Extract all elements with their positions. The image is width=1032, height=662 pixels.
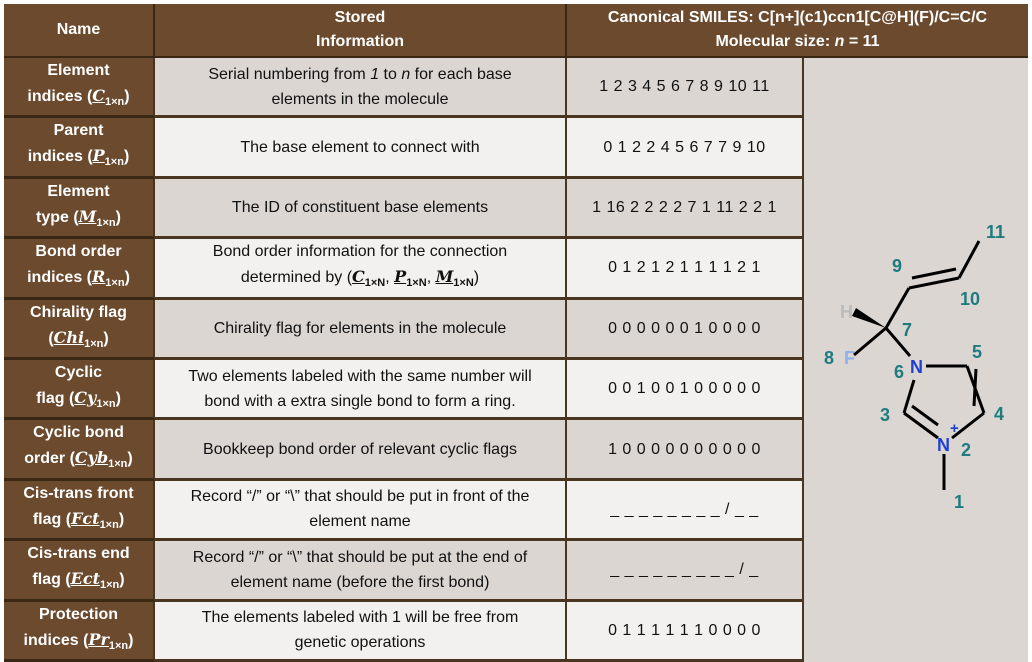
row-name: Parent indices $(P_{1\times n})$ — [4, 118, 155, 178]
header-stored-info: Stored Information — [155, 4, 567, 58]
row-value: 0 1 2 1 2 1 1 1 1 2 1 — [567, 239, 804, 299]
molecule-figure-cell — [804, 58, 1028, 662]
row-info: Serial numbering from 1 to n for each base elements in the molecule — [155, 58, 567, 118]
row-value: 0 1 1 1 1 1 1 0 0 0 0 — [567, 602, 804, 662]
row-value: 1 0 0 0 0 0 0 0 0 0 0 — [567, 420, 804, 480]
row-info: The base element to connect with — [155, 118, 567, 178]
row-name: Chirality flag (Chi$_{1\times n}$) — [4, 300, 155, 360]
molecule-structure — [804, 58, 1028, 654]
row-value: _ _ _ _ _ _ _ _ _ / _ — [567, 541, 804, 601]
atom-index-6: 6 — [894, 362, 905, 382]
bond-9-10-double — [912, 269, 956, 278]
atom-index-7: 7 — [902, 320, 913, 340]
atom-index-9: 9 — [892, 256, 903, 276]
row-info: Record “/” or “\” that should be put in front of the element name — [155, 481, 567, 541]
row-name: Element type $(M_{1\times n})$ — [4, 179, 155, 239]
bond-10-11 — [959, 241, 979, 278]
nitrogen-atom-6: N — [910, 357, 923, 377]
atom-index-8: 8 — [824, 348, 835, 368]
row-info: Bond order information for the connection determined by ($C_{1\times N}$, $P_{1\times N}$, $M_{1\times N}$) — [155, 239, 567, 299]
row-value: 0 0 1 0 0 1 0 0 0 0 0 — [567, 360, 804, 420]
header-name: Name — [4, 4, 155, 58]
atom-index-1: 1 — [954, 492, 965, 512]
row-info: Bookkeep bond order of relevant cyclic flags — [155, 420, 567, 480]
representation-table — [4, 4, 1028, 662]
bond-4-5-double — [974, 369, 976, 406]
molecule-table — [4, 4, 1028, 654]
row-name: Cyclic flag $(Cy_{1\times n})$ — [4, 360, 155, 420]
header-smiles — [567, 4, 1028, 58]
fluorine-atom: F — [844, 348, 855, 368]
positive-charge: + — [950, 420, 959, 437]
bond-9-10 — [909, 278, 959, 288]
row-name: Bond order indices $(R_{1\times n})$ — [4, 239, 155, 299]
atom-index-5: 5 — [972, 342, 983, 362]
row-name: Cyclic bond order (Cyb$_{1\times n}$) — [4, 420, 155, 480]
atom-index-2: 2 — [961, 440, 972, 460]
row-info: Chirality flag for elements in the molecule — [155, 300, 567, 360]
bond-2-3 — [904, 413, 938, 438]
row-info: The ID of constituent base elements — [155, 179, 567, 239]
row-name: Cis-trans end flag (Ect$_{1\times n}$) — [4, 541, 155, 601]
atom-index-11: 11 — [986, 222, 1006, 242]
bond-7-8 — [854, 328, 886, 355]
atom-index-4: 4 — [994, 404, 1005, 424]
hydrogen-atom: H — [840, 302, 853, 322]
row-value: 0 0 0 0 0 0 1 0 0 0 0 — [567, 300, 804, 360]
smiles-label: Canonical SMILES: C[n+](c1)ccn1[C@H](F)/C=C/C — [607, 9, 988, 26]
row-name: Element indices $(C_{1\times n})$ — [4, 58, 155, 118]
row-info: Two elements labeled with the same number will bond with a extra single bond to form a ring. — [155, 360, 567, 420]
table-row — [4, 58, 1028, 118]
row-info: Record “/” or “\” that should be put at the end of element name (before the first bond) — [155, 541, 567, 601]
size-label: Molecular size: n = 11 — [715, 33, 880, 50]
row-name: Protection indices $(Pr_{1\times n})$ — [4, 602, 155, 662]
row-value: _ _ _ _ _ _ _ _ / _ _ — [567, 481, 804, 541]
row-info: The elements labeled with 1 will be free from genetic operations — [155, 602, 567, 662]
row-value: 0 1 2 2 4 5 6 7 7 9 10 — [567, 118, 804, 178]
row-value: 1 16 2 2 2 2 7 1 11 2 2 1 — [567, 179, 804, 239]
nitrogen-atom-2: N — [937, 435, 950, 455]
atom-index-3: 3 — [880, 405, 891, 425]
atom-index-10: 10 — [960, 289, 981, 309]
wedge-bond-7-h — [852, 308, 886, 328]
row-value: 1 2 3 4 5 6 7 8 9 10 11 — [567, 58, 804, 118]
row-name: Cis-trans front flag (Fct$_{1\times n}$) — [4, 481, 155, 541]
